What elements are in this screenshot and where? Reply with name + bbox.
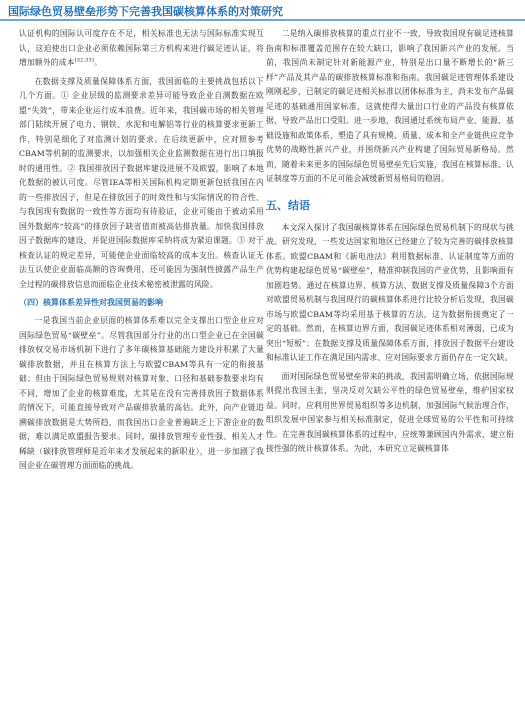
paragraph-conclusion-1: 本文深入探讨了我国碳核算体系在国际绿色贸易机制下的现状与挑战。研究发现，一些发达国家和地区已经建立了较为完善的碳排放核算体系。欧盟CBAM和《新电池法》利用数据标准、认证制度等方面的优势构建起绿色贸易“碳壁垒”，精准抑制我国的产业优势，且影响面有加剧趋势。通过在核算边界、核算方法、数据支撑及质量保障3个方面对欧盟贸易机制与我国现行的碳核算体系进行比较分析后发现，我国碳市场与欧盟CBAM等均采用基于核算的方法，这为数据衔接奠定了一定的基础。然而，在核算边界方面，我国碳足迹体系相对薄弱，已成为突出“短板”；在数据支撑及质量保障体系方面，排放因子数据平台建设和标准认证工作在满足国内需求、应对国际要求方面仍存在一定欠缺。 [266,222,514,362]
running-header-title: 国际绿色贸易壁垒形势下完善我国碳核算体系的对策研究 [8,5,283,18]
paragraph-end-punct: 。 [93,58,102,67]
running-header [0,0,525,22]
paragraph-trade-impact-1: 一是我国当前企业层面的核算体系难以完全支撑出口型企业应对国际绿色贸易“碳壁垒”。尽管我国部分行业的出口型企业已在全国碳排放权交易市场机制下进行了多年碳核算基础能力建设并积累了大量碳排放数据，并且在核算方法上与欧盟CBAM等具有一定的衔接基础；但由于国际绿色贸易规则对核算对象、口径和基础参数要求均有不同，增加了企业的核算难度，尤其是在没有完善排放因子数据体系的情况下，可能直接导致对产品碳排放量的高估。此外，向产业链追溯碳排放数据是大势所趋，而我国出口企业普遍缺乏上下游企业的数据，难以满足欧盟报告要求。同时，碳排放管理专业性强、相关人才稀缺（碳排放管理师是近年来才发展起来的新职业），进一步加剧了我国企业在碳管理方面面临的挑战。 [19,316,264,470]
header-divider [0,19,525,21]
citation: [32,33] [74,57,94,64]
subsection-heading: （四）核算体系差异性对我国贸易的影响 [19,298,163,307]
paragraph-conclusion-2: 面对国际绿色贸易壁垒带来的挑战，我国需明确立场，依据国际规则提出我国主张，坚决反对欠缺公平性的绿色贸易壁垒，维护国家权益。同时，应利用世界贸易组织等多边机制，加强国际气候治理合作，组织发展中国家参与相关标准制定，促进全球贸易的公平性和可持续性。在完善我国碳核算体系的过程中，应统筹兼顾国内外需求，建立衔接性强的统计核算体系。为此，本研究立足碳核算体 [266,371,514,453]
section-heading-conclusion: 五、结语 [266,198,310,212]
paragraph-certification [19,27,264,71]
paragraph-trade-impact-2: 二是纳入碳排放核算的重点行业不一致，导致我国现有碳足迹核算指南和标准覆盖范围存在较大缺口，影响了我国新兴产业的发展。当前，我国尚未制定针对新能源产业，特别是出口量不断增长的“新三样”产品及其产品的碳排放核算标准和指南。我国碳足迹管理体系建设刚刚起步，已制定的碳足迹相关标准以团体标准为主，尚未发布产品碳足迹的基础通用国家标准，这就使得大量出口行业的产品没有核算依据，导致产品出口受阻。进一步地，我国通过系统布局产业、能源、基础设施和政策体系，塑造了具有规模、质量、成本和全产业链供应竞争优势的战略性新兴产业，并围绕新兴产业构建了国际贸易新格局。然而，随着未来更多的国际绿色贸易壁垒先后实施，我国在核算标准、认证制度等方面的不足可能会减缓新贸易格局的稳固。 [266,29,514,183]
paragraph-data-support: 在数据支撑及质量保障体系方面，我国面临的主要挑战包括以下几个方面。① 企业层级的监测要求差异可能导致企业自测数据在欧盟“失效”，带来企业运行成本浪费。近年来，我国碳市场的相关管理部门陆续开展了电力、钢铁、水泥和电解铝等行业的核算要求更新工作，特别是细化了对监测计划的要求。在后续更新中，应对照参考CBAM等机制的监测要求，以加强相关企业监测数据在进行出口填报时的通用性。② 我国排放因子数据库建设进展不及欧盟，影响了本地化数据的被认可度。尽管IEA等相关国际机构定期更新包括我国在内的一些排放因子，但是在排放因子的时效性和与实际情况的符合性、与我国现有数据的一致性等方面均有待验证，企业可能由于被动采用国外数据库“较高”的排放因子缺省值而被高估排放量。加快我国排放因子数据库的建设，并促进国际数据库采纳将成为紧迫课题。③ 对于核查认证的规定差异，可能使企业面临较高的成本支出。核查认证无法互认使企业面临高额的咨询费用，还可能因为强制性披露产品生产全过程的碳排放信息而面临企业技术秘密被泄露的风险。 [19,76,264,289]
paragraph-certification-text: 认证机构的国际认可度存在不足，相关标准也无法与国际标准实现互认，这迫使出口企业必须依赖国际第三方机构来进行碳足迹认证，将增加额外的成本 [19,29,264,67]
right-column [266,27,514,461]
left-column [19,27,264,478]
